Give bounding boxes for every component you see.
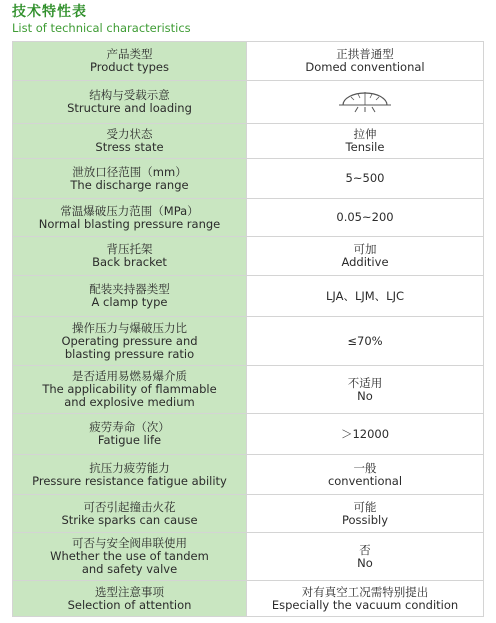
row-label-line: 配装夹持器类型 [89,282,170,296]
table-row [13,199,484,237]
row-label-line: Strike sparks can cause [61,512,198,527]
row-value-line: ＞12000 [340,426,390,441]
row-label [13,199,247,236]
table-row [13,414,484,455]
row-value-line: 否 [359,542,371,557]
row-label-line: 泄放口径范围（mm） [72,164,187,179]
row-value-line: 拉伸 [353,127,377,141]
row-label-line: 选型注意事项 [95,584,164,599]
row-label-line: and explosive medium [64,395,195,409]
row-value-line: 可能 [353,499,377,514]
row-label [13,159,247,198]
row-value [247,533,484,580]
row-value-line: 可加 [353,242,377,256]
row-label-line: Product types [89,60,169,74]
table-row [13,42,484,81]
row-label [13,276,247,316]
row-value-line: Tensile [345,140,385,154]
table-row [13,495,484,533]
row-label-line: The discharge range [70,177,189,192]
row-value-line: Possibly [341,512,389,527]
table-row [13,276,484,317]
row-value [247,159,484,198]
row-label [13,42,247,80]
row-label-line: Pressure resistance fatigue ability [32,473,227,488]
row-value [247,317,484,365]
row-value-line: No [357,388,373,403]
row-label [13,455,247,494]
row-label [13,495,247,532]
table-row [13,237,484,276]
row-value-line: No [357,555,373,570]
row-value-line: 正拱普通型 [336,47,394,61]
row-label-line: blasting pressure ratio [64,346,195,361]
page-subtitle: List of technical characteristics [12,21,191,35]
table-row [13,124,484,159]
row-value-line: Domed conventional [305,60,425,74]
characteristics-table [12,41,484,617]
row-label [13,81,247,123]
row-label [13,414,247,454]
row-label-line: The applicability of flammable [42,382,217,396]
row-value [247,237,484,275]
row-label-line: 受力状态 [106,127,153,141]
row-label [13,581,247,616]
row-value-line: 5~500 [345,171,385,185]
row-label-line: 结构与受载示意 [89,88,170,102]
row-label [13,124,247,158]
row-label [13,366,247,413]
domed-disc-loading-icon [335,91,395,113]
row-value [247,455,484,494]
table-row [13,317,484,366]
table-row [13,455,484,495]
row-value [247,199,484,236]
row-value [247,276,484,316]
row-value [247,495,484,532]
row-value [247,42,484,80]
row-label [13,317,247,365]
row-value-line: conventional [327,473,403,488]
table-row [13,159,484,199]
page-title: 技术特性表 [12,4,87,20]
row-value [247,124,484,158]
row-value-line: 不适用 [347,375,383,390]
row-label-line: Normal blasting pressure range [38,216,221,231]
row-label-line: 抗压力疲劳能力 [89,460,170,475]
row-label-line: Whether the use of tandem [50,549,209,563]
table-row [13,81,484,124]
row-label-line: Selection of attention [67,597,192,612]
row-label-line: Back bracket [92,255,167,269]
row-label-line: Operating pressure and [61,333,198,348]
row-value [247,366,484,413]
row-label [13,237,247,275]
row-label-line: and safety valve [81,562,178,576]
row-label-line: 背压托架 [106,242,153,256]
row-value-line: ≤70% [347,333,383,348]
row-label-line: 常温爆破压力范围（MPa） [60,203,199,218]
row-label-line: 疲劳寿命（次） [89,420,170,434]
table-row [13,366,484,414]
row-value-line: 对有真空工况需特别提出 [301,584,429,599]
row-value-line: Especially the vacuum condition [271,597,459,612]
row-label-line: 操作压力与爆破压力比 [72,320,187,335]
row-value-line: 一般 [353,460,377,475]
table-row [13,533,484,581]
row-value [247,81,484,123]
table-row [13,581,484,617]
row-label-line: 可否与安全阀串联使用 [72,536,187,550]
row-label-line: 是否适用易燃易爆介质 [72,369,187,383]
row-value-line: LJA、LJM、LJC [325,288,404,303]
row-label-line: A clamp type [91,295,168,309]
row-label-line: Structure and loading [67,101,192,115]
row-value [247,414,484,454]
row-value-line: 0.05~200 [336,210,394,224]
row-value [247,581,484,616]
row-value-line: Additive [341,255,389,269]
row-label-line: Fatigue life [97,433,162,447]
row-label [13,533,247,580]
row-label-line: Stress state [95,140,164,154]
row-label-line: 可否引起撞击火花 [83,499,176,514]
row-label-line: 产品类型 [106,47,153,61]
